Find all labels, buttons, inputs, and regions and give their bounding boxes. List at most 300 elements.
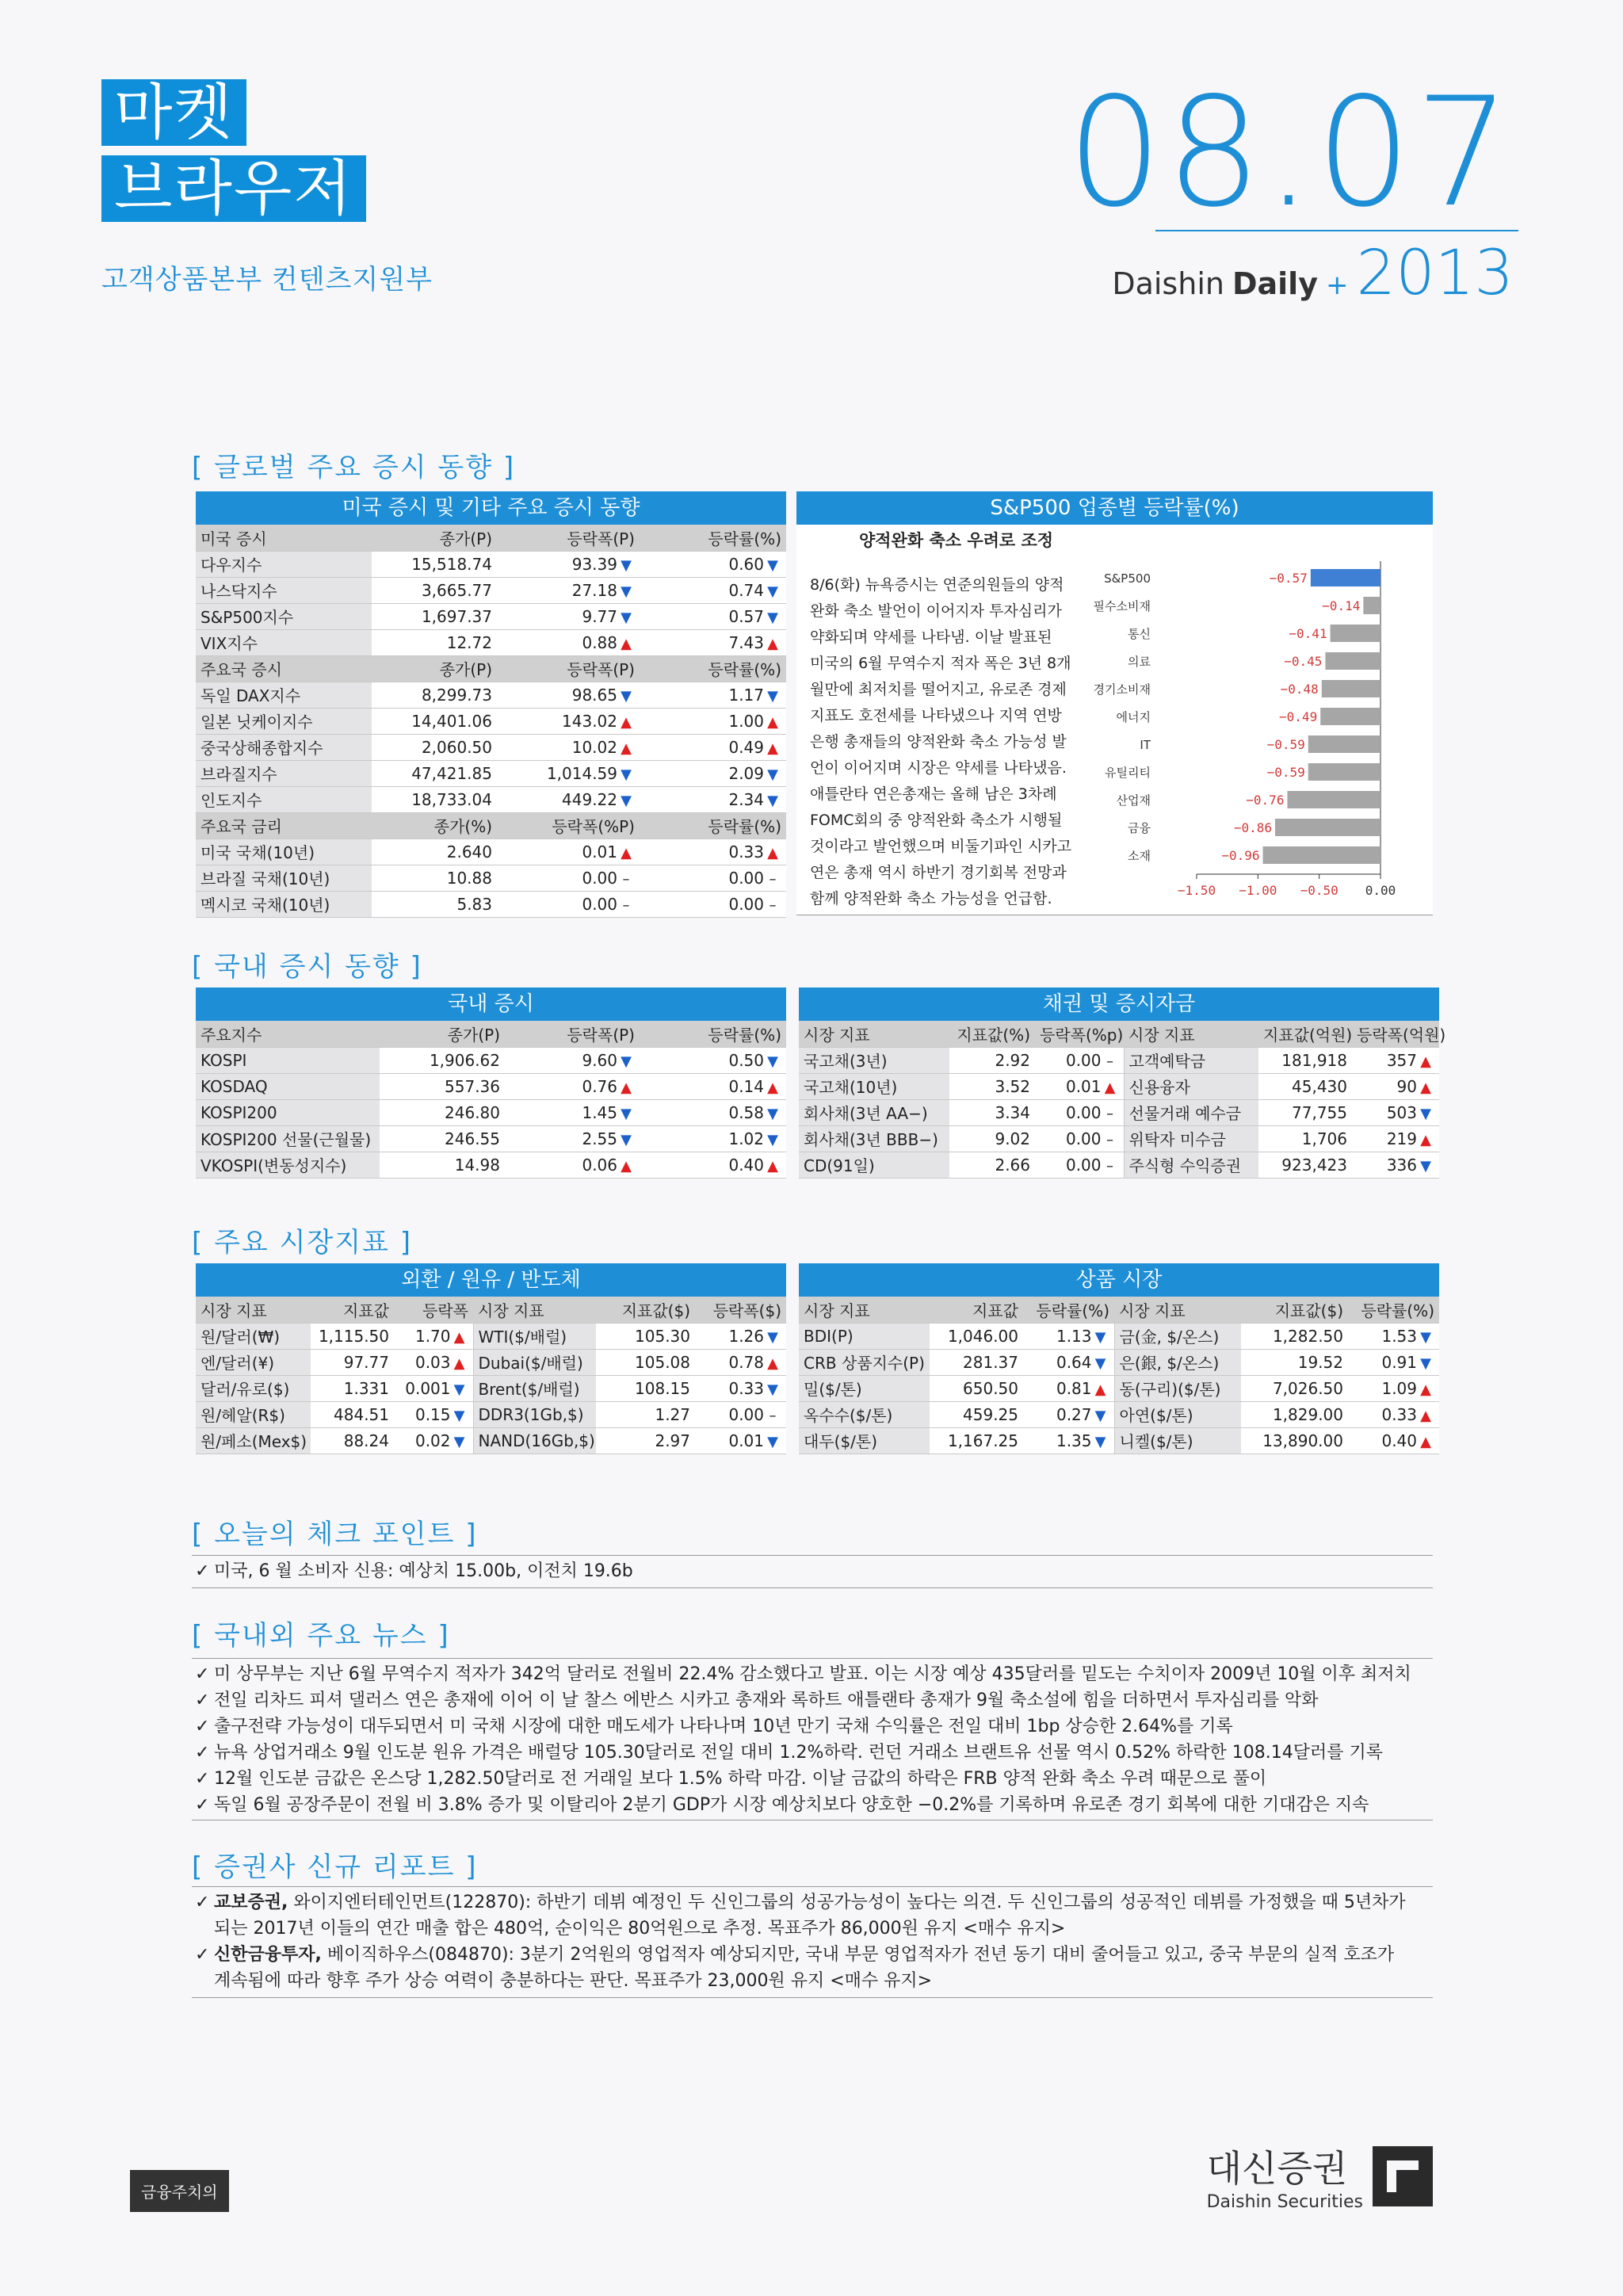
value-cell bbox=[640, 603, 786, 629]
commentary-line: FOMC회의 중 양적완화 축소가 시행될 bbox=[810, 812, 1063, 829]
row-label: 멕시코 국채(10년) bbox=[196, 891, 372, 917]
close-value: 3,665.77 bbox=[372, 577, 497, 603]
table-row bbox=[799, 1073, 1439, 1099]
report-text: 계속됨에 따라 향후 주가 상승 여력이 충분하다는 판단. 목표주가 23,000원 유지 <매수 유지> bbox=[214, 1971, 933, 1991]
down-arrow-icon: ▼ bbox=[1094, 1354, 1106, 1372]
category-label: 유틸리티 bbox=[1105, 766, 1151, 780]
indicator-value: 459.25 bbox=[930, 1401, 1023, 1427]
value-cell bbox=[497, 708, 640, 734]
row-label: 동(구리)($/톤) bbox=[1114, 1375, 1241, 1401]
indicator-value: 1,167.25 bbox=[930, 1427, 1023, 1454]
up-arrow-icon: ▲ bbox=[1104, 1079, 1116, 1096]
indicator-value: 88.24 bbox=[311, 1427, 394, 1454]
value-cell bbox=[1023, 1323, 1114, 1349]
down-arrow-icon: ▼ bbox=[1420, 1105, 1431, 1122]
value-text: 0.40 bbox=[1381, 1431, 1417, 1450]
list-item bbox=[192, 1740, 1433, 1766]
list-item bbox=[192, 1792, 1433, 1818]
list-item bbox=[192, 1558, 1433, 1584]
value-text: 0.00 bbox=[1065, 1155, 1102, 1175]
value-text: 0.00 bbox=[728, 894, 764, 914]
down-arrow-icon: ▼ bbox=[767, 1105, 778, 1122]
bar bbox=[1308, 735, 1381, 753]
column-header: 시장 지표 bbox=[799, 1297, 930, 1323]
table-header-row bbox=[196, 1021, 786, 1047]
value-text: 0.60 bbox=[728, 554, 764, 574]
market-commentary bbox=[810, 528, 1079, 912]
close-value: 1,697.37 bbox=[372, 603, 497, 629]
value-cell bbox=[1352, 1099, 1439, 1125]
value-cell bbox=[1023, 1427, 1114, 1454]
indicator-value: 2.92 bbox=[949, 1047, 1035, 1073]
up-arrow-icon: ▲ bbox=[453, 1328, 465, 1346]
up-arrow-icon: ▲ bbox=[767, 844, 778, 861]
value-cell bbox=[394, 1427, 473, 1454]
close-value: 557.36 bbox=[380, 1073, 505, 1099]
indicator-value: 923,423 bbox=[1258, 1152, 1352, 1178]
flat-dash-icon: – bbox=[769, 896, 777, 914]
bar bbox=[1263, 846, 1381, 864]
value-cell bbox=[640, 577, 786, 603]
table-row bbox=[799, 1427, 1439, 1454]
x-tick-label: −0.50 bbox=[1300, 883, 1338, 898]
table-row bbox=[799, 1323, 1439, 1349]
value-cell bbox=[394, 1375, 473, 1401]
value-cell bbox=[695, 1323, 786, 1349]
value-text: 0.00 bbox=[582, 868, 617, 888]
value-cell bbox=[1023, 1401, 1114, 1427]
up-arrow-icon: ▲ bbox=[1420, 1407, 1431, 1424]
value-text: 9.60 bbox=[582, 1050, 617, 1070]
indicator-value: 2.66 bbox=[949, 1152, 1035, 1178]
x-tick-label: 0.00 bbox=[1365, 883, 1396, 898]
flat-dash-icon: – bbox=[622, 870, 630, 888]
indicator-value: 105.30 bbox=[596, 1323, 695, 1349]
down-arrow-icon: ▼ bbox=[621, 583, 632, 600]
list-item-text: 전일 리차드 피셔 댈러스 연은 총재에 이어 이 날 찰스 에반스 시카고 총재와 록하트 애틀랜타 총재가 9월 축소설에 힘을 더하면서 투자심리를 악화 bbox=[214, 1690, 1319, 1710]
value-text: 1.70 bbox=[414, 1326, 451, 1346]
column-header: 주요국 증시 bbox=[196, 655, 372, 682]
bar bbox=[1275, 819, 1381, 836]
value-cell bbox=[497, 603, 640, 629]
table-row bbox=[196, 760, 786, 786]
table-header-row bbox=[196, 1297, 786, 1323]
global-market-table bbox=[196, 491, 786, 918]
table-row bbox=[196, 1099, 786, 1125]
down-arrow-icon: ▼ bbox=[621, 609, 632, 626]
value-cell bbox=[640, 760, 786, 786]
row-label: 옥수수($/톤) bbox=[799, 1401, 930, 1427]
close-value: 12.72 bbox=[372, 629, 497, 655]
value-text: 143.02 bbox=[562, 711, 617, 731]
value-cell bbox=[695, 1375, 786, 1401]
commentary-line: 8/6(화) 뉴욕증시는 연준의원들의 양적 bbox=[810, 576, 1064, 594]
value-cell bbox=[695, 1427, 786, 1454]
data-label: −0.14 bbox=[1322, 598, 1361, 613]
table-row bbox=[799, 1375, 1439, 1401]
row-label: 국고채(3년) bbox=[799, 1047, 949, 1073]
table-row bbox=[196, 1323, 786, 1349]
news-list bbox=[192, 1661, 1433, 1818]
indicator-value: 7,026.50 bbox=[1241, 1375, 1348, 1401]
value-cell bbox=[640, 1099, 786, 1125]
indicator-value: 281.37 bbox=[930, 1349, 1023, 1375]
value-text: 0.78 bbox=[728, 1352, 764, 1372]
table-caption: 미국 증시 및 기타 주요 증시 동향 bbox=[196, 491, 786, 525]
check-icon: ✓ bbox=[195, 1743, 210, 1763]
down-arrow-icon: ▼ bbox=[767, 1131, 778, 1148]
brand-name-kr: 대신증권 bbox=[1206, 2147, 1348, 2190]
value-cell bbox=[1348, 1349, 1439, 1375]
close-value: 1,906.62 bbox=[380, 1047, 505, 1073]
down-arrow-icon: ▼ bbox=[621, 766, 632, 783]
value-text: 0.03 bbox=[414, 1352, 451, 1372]
value-text: 98.65 bbox=[571, 685, 617, 705]
check-icon: ✓ bbox=[195, 1893, 210, 1912]
column-header: 등락폭 bbox=[394, 1297, 473, 1323]
title-word-1: 마켓 bbox=[101, 79, 246, 146]
table-row bbox=[196, 577, 786, 603]
value-cell bbox=[1348, 1401, 1439, 1427]
row-label: 인도지수 bbox=[196, 786, 372, 812]
value-text: 0.00 bbox=[728, 868, 764, 888]
value-cell bbox=[505, 1073, 640, 1099]
report-item-continued bbox=[192, 1968, 1433, 1994]
report-text: 베이직하우스(084870): 3분기 2억원의 영업적자 예상되지만, 국내 부문 영업적자가 전년 동기 대비 줄어들고 있고, 중국 부문의 실적 호조가 bbox=[321, 1945, 1395, 1965]
flat-dash-icon: – bbox=[1106, 1131, 1113, 1148]
check-icon: ✓ bbox=[195, 1945, 210, 1965]
close-value: 5.83 bbox=[372, 891, 497, 917]
indicator-value: 13,890.00 bbox=[1241, 1427, 1348, 1454]
up-arrow-icon: ▲ bbox=[1420, 1381, 1431, 1398]
row-label: KOSDAQ bbox=[196, 1073, 380, 1099]
row-label: 다우지수 bbox=[196, 551, 372, 577]
value-cell bbox=[640, 682, 786, 708]
column-header: 등락률(%) bbox=[640, 812, 786, 839]
down-arrow-icon: ▼ bbox=[767, 1328, 778, 1346]
value-cell bbox=[1352, 1047, 1439, 1073]
checkpoint-list bbox=[192, 1558, 1433, 1584]
indicator-value: 97.77 bbox=[311, 1349, 394, 1375]
value-text: 1,014.59 bbox=[546, 763, 617, 783]
section-title-reports: [ 증권사 신규 리포트 ] bbox=[192, 1851, 478, 1883]
up-arrow-icon: ▲ bbox=[1094, 1381, 1106, 1398]
data-label: −0.45 bbox=[1284, 654, 1323, 669]
value-text: 0.74 bbox=[728, 580, 764, 600]
data-label: −0.49 bbox=[1279, 709, 1318, 724]
check-icon: ✓ bbox=[195, 1717, 210, 1736]
check-icon: ✓ bbox=[195, 1769, 210, 1789]
table-row bbox=[799, 1125, 1439, 1152]
close-value: 47,421.85 bbox=[372, 760, 497, 786]
value-cell bbox=[497, 629, 640, 655]
indicator-value: 1,115.50 bbox=[311, 1323, 394, 1349]
value-text: 0.27 bbox=[1056, 1404, 1092, 1424]
category-label: 필수소비재 bbox=[1093, 599, 1151, 613]
down-arrow-icon: ▼ bbox=[767, 1433, 778, 1450]
column-header: 종가(P) bbox=[380, 1021, 505, 1047]
row-label: KOSPI bbox=[196, 1047, 380, 1073]
table-header-row bbox=[799, 1021, 1439, 1047]
divider bbox=[192, 1886, 1433, 1887]
row-label: CD(91일) bbox=[799, 1152, 949, 1178]
bar bbox=[1308, 763, 1381, 781]
table-row bbox=[196, 1152, 786, 1178]
report-list bbox=[192, 1889, 1433, 1994]
row-label: 원/헤알(R$) bbox=[196, 1401, 311, 1427]
down-arrow-icon: ▼ bbox=[621, 1052, 632, 1070]
indicator-value: 650.50 bbox=[930, 1375, 1023, 1401]
down-arrow-icon: ▼ bbox=[621, 1105, 632, 1122]
down-arrow-icon: ▼ bbox=[1094, 1328, 1106, 1346]
value-cell bbox=[1348, 1375, 1439, 1401]
value-cell bbox=[1352, 1073, 1439, 1099]
value-cell bbox=[497, 839, 640, 865]
table-row bbox=[799, 1152, 1439, 1178]
close-value: 18,733.04 bbox=[372, 786, 497, 812]
table-caption: 국내 증시 bbox=[196, 988, 786, 1021]
fx-oil-chip-table bbox=[196, 1263, 786, 1454]
commentary-line: 완화 축소 발언이 이어지자 투자심리가 bbox=[810, 602, 1062, 620]
value-cell bbox=[640, 1047, 786, 1073]
indicator-value: 105.08 bbox=[596, 1349, 695, 1375]
row-label: KOSPI200 bbox=[196, 1099, 380, 1125]
value-cell bbox=[394, 1349, 473, 1375]
up-arrow-icon: ▲ bbox=[1420, 1079, 1431, 1096]
footer-badge: 금융주치의 bbox=[130, 2170, 229, 2212]
value-cell bbox=[640, 1125, 786, 1152]
value-text: 1.00 bbox=[728, 711, 764, 731]
row-label: 일본 닛케이지수 bbox=[196, 708, 372, 734]
row-label: NAND(16Gb,$) bbox=[473, 1427, 596, 1454]
value-text: 2.34 bbox=[728, 789, 764, 809]
up-arrow-icon: ▲ bbox=[1420, 1052, 1431, 1070]
bar bbox=[1322, 680, 1381, 697]
table-row bbox=[196, 839, 786, 865]
table-row bbox=[196, 1073, 786, 1099]
value-text: 0.00 bbox=[1065, 1050, 1102, 1070]
column-header: 시장 지표 bbox=[473, 1297, 596, 1323]
down-arrow-icon: ▼ bbox=[621, 556, 632, 574]
commentary-line: 미국의 6월 무역수지 적자 폭은 3년 8개 bbox=[810, 655, 1071, 672]
x-tick-label: −1.50 bbox=[1177, 883, 1216, 898]
value-text: 0.001 bbox=[405, 1378, 451, 1398]
column-header: 지표값(억원) bbox=[1258, 1021, 1352, 1047]
value-cell bbox=[1035, 1099, 1124, 1125]
up-arrow-icon: ▲ bbox=[767, 1079, 778, 1096]
value-text: 357 bbox=[1386, 1050, 1417, 1070]
row-label: 미국 국채(10년) bbox=[196, 839, 372, 865]
row-label: 신용융자 bbox=[1124, 1073, 1258, 1099]
value-text: 0.50 bbox=[728, 1050, 764, 1070]
up-arrow-icon: ▲ bbox=[767, 1354, 778, 1372]
column-header: 시장 지표 bbox=[1114, 1297, 1241, 1323]
row-label: 밀($/톤) bbox=[799, 1375, 930, 1401]
value-text: 1.17 bbox=[728, 685, 764, 705]
data-label: −0.48 bbox=[1280, 682, 1319, 697]
bar bbox=[1287, 791, 1381, 808]
bar bbox=[1331, 625, 1381, 642]
table-row bbox=[799, 1047, 1439, 1073]
row-label: 주식형 수익증권 bbox=[1124, 1152, 1258, 1178]
section-title-global: [ 글로벌 주요 증시 동향 ] bbox=[192, 452, 516, 483]
table-row bbox=[196, 551, 786, 577]
up-arrow-icon: ▲ bbox=[621, 635, 632, 652]
close-value: 14,401.06 bbox=[372, 708, 497, 734]
list-item-text: 미 상무부는 지난 6월 무역수지 적자가 342억 달러로 전월비 22.4% 감소했다고 발표. 이는 시장 예상 435달러를 밑도는 수치이자 2009년 10월 이후 최저치 bbox=[214, 1664, 1411, 1684]
divider bbox=[192, 1658, 1433, 1659]
row-label: VIX지수 bbox=[196, 629, 372, 655]
down-arrow-icon: ▼ bbox=[767, 687, 778, 705]
value-text: 0.49 bbox=[728, 737, 764, 757]
up-arrow-icon: ▲ bbox=[621, 1079, 632, 1096]
value-text: 0.00 bbox=[1065, 1129, 1102, 1148]
x-tick-label: −1.00 bbox=[1239, 883, 1277, 898]
down-arrow-icon: ▼ bbox=[767, 1052, 778, 1070]
report-item bbox=[192, 1889, 1433, 1916]
value-text: 219 bbox=[1386, 1129, 1417, 1148]
row-label: 아연($/톤) bbox=[1114, 1401, 1241, 1427]
table-row bbox=[196, 1401, 786, 1427]
section-title-checkpoint: [ 오늘의 체크 포인트 ] bbox=[192, 1519, 478, 1550]
column-header: 시장 지표 bbox=[1124, 1021, 1258, 1047]
row-label: 은(銀, $/온스) bbox=[1114, 1349, 1241, 1375]
domestic-stock-table bbox=[196, 988, 786, 1179]
indicator-value: 77,755 bbox=[1258, 1099, 1352, 1125]
down-arrow-icon: ▼ bbox=[1094, 1407, 1106, 1424]
flat-dash-icon: – bbox=[1106, 1105, 1113, 1122]
value-cell bbox=[1348, 1427, 1439, 1454]
list-item-text: 12월 인도분 금값은 온스당 1,282.50달러로 전 거래일 보다 1.5% 하락 마감. 이날 금값의 하락은 FRB 양적 완화 축소 우려 때문으로 풀이 bbox=[214, 1769, 1267, 1789]
data-label: −0.57 bbox=[1269, 571, 1308, 586]
value-cell bbox=[640, 891, 786, 917]
column-header: 등락폭(%p) bbox=[1035, 1021, 1124, 1047]
down-arrow-icon: ▼ bbox=[767, 766, 778, 783]
daily-brand bbox=[1112, 238, 1514, 309]
value-text: 27.18 bbox=[571, 580, 617, 600]
close-value: 246.80 bbox=[380, 1099, 505, 1125]
column-header: 주요지수 bbox=[196, 1021, 380, 1047]
close-value: 246.55 bbox=[380, 1125, 505, 1152]
category-label: 산업재 bbox=[1116, 793, 1151, 808]
value-text: 0.00 bbox=[728, 1404, 764, 1424]
data-label: −0.96 bbox=[1221, 848, 1260, 863]
row-label: 브라질지수 bbox=[196, 760, 372, 786]
table-row bbox=[196, 734, 786, 760]
indicator-value: 484.51 bbox=[311, 1401, 394, 1427]
commentary-line: 연은 총재 역시 하반기 경기회복 전망과 bbox=[810, 864, 1067, 881]
value-text: 1.13 bbox=[1056, 1326, 1092, 1346]
value-cell bbox=[1035, 1073, 1124, 1099]
value-cell bbox=[505, 1125, 640, 1152]
down-arrow-icon: ▼ bbox=[621, 792, 632, 809]
row-label: 달러/유로($) bbox=[196, 1375, 311, 1401]
value-cell bbox=[640, 865, 786, 891]
bar bbox=[1363, 597, 1381, 614]
row-label: 국고채(10년) bbox=[799, 1073, 949, 1099]
column-header: 등락률(%) bbox=[1348, 1297, 1439, 1323]
category-label: 의료 bbox=[1128, 655, 1151, 669]
value-text: 336 bbox=[1386, 1155, 1417, 1175]
up-arrow-icon: ▲ bbox=[621, 739, 632, 757]
down-arrow-icon: ▼ bbox=[453, 1433, 465, 1450]
commentary-line: 함께 양적완화 축소 가능성을 언급함. bbox=[810, 890, 1052, 907]
down-arrow-icon: ▼ bbox=[1420, 1328, 1431, 1346]
value-cell bbox=[497, 551, 640, 577]
value-text: 1.35 bbox=[1056, 1431, 1092, 1450]
section-title-news: [ 국내외 주요 뉴스 ] bbox=[192, 1620, 450, 1652]
value-text: 93.39 bbox=[571, 554, 617, 574]
row-label: 대두($/톤) bbox=[799, 1427, 930, 1454]
table-row bbox=[196, 1427, 786, 1454]
value-cell bbox=[640, 1073, 786, 1099]
value-text: 0.01 bbox=[728, 1431, 764, 1450]
report-item-continued bbox=[192, 1916, 1433, 1942]
down-arrow-icon: ▼ bbox=[621, 687, 632, 705]
value-text: 7.43 bbox=[728, 632, 764, 652]
commentary-title: 양적완화 축소 우려로 조정 bbox=[859, 531, 1054, 550]
value-text: 0.00 bbox=[1065, 1102, 1102, 1122]
brand-year: 2013 bbox=[1356, 238, 1514, 309]
value-cell bbox=[497, 734, 640, 760]
close-value: 2,060.50 bbox=[372, 734, 497, 760]
list-item-text: 뉴욕 상업거래소 9월 인도분 원유 가격은 배럴당 105.30달러로 전일 대비 1.2%하락. 런던 거래소 브랜트유 선물 역시 0.52% 하락한 108.14달러를 기록 bbox=[214, 1743, 1383, 1763]
table-caption: 상품 시장 bbox=[799, 1263, 1439, 1297]
row-label: CRB 상품지수(P) bbox=[799, 1349, 930, 1375]
department-label: 고객상품본부 컨텐츠지원부 bbox=[101, 264, 433, 296]
data-label: −0.76 bbox=[1246, 793, 1285, 808]
column-header: 시장 지표 bbox=[196, 1297, 311, 1323]
up-arrow-icon: ▲ bbox=[767, 739, 778, 757]
row-label: S&P500지수 bbox=[196, 603, 372, 629]
up-arrow-icon: ▲ bbox=[1420, 1433, 1431, 1450]
daishin-logo bbox=[1207, 2140, 1433, 2212]
indicator-value: 1,282.50 bbox=[1241, 1323, 1348, 1349]
value-text: 449.22 bbox=[562, 789, 617, 809]
close-value: 8,299.73 bbox=[372, 682, 497, 708]
table-row bbox=[196, 708, 786, 734]
value-text: 0.57 bbox=[728, 606, 764, 626]
table-row bbox=[196, 629, 786, 655]
column-header: 등락폭(%P) bbox=[497, 812, 640, 839]
up-arrow-icon: ▲ bbox=[1420, 1131, 1431, 1148]
data-label: −0.59 bbox=[1266, 765, 1305, 780]
column-header: 등락률(%) bbox=[640, 655, 786, 682]
value-text: 503 bbox=[1386, 1102, 1417, 1122]
list-item bbox=[192, 1766, 1433, 1792]
row-label: BDI(P) bbox=[799, 1323, 930, 1349]
value-cell bbox=[1352, 1152, 1439, 1178]
divider bbox=[192, 1997, 1433, 1998]
bar bbox=[1311, 569, 1381, 586]
check-icon: ✓ bbox=[195, 1561, 210, 1581]
table-caption: 채권 및 증시자금 bbox=[799, 988, 1439, 1021]
up-arrow-icon: ▲ bbox=[621, 713, 632, 731]
down-arrow-icon: ▼ bbox=[767, 609, 778, 626]
value-cell bbox=[640, 1152, 786, 1178]
value-text: 0.40 bbox=[728, 1155, 764, 1175]
up-arrow-icon: ▲ bbox=[621, 1157, 632, 1175]
down-arrow-icon: ▼ bbox=[767, 583, 778, 600]
value-text: 1.26 bbox=[728, 1326, 764, 1346]
column-header: 등락폭(P) bbox=[497, 525, 640, 551]
down-arrow-icon: ▼ bbox=[767, 792, 778, 809]
commentary-line: 월만에 최저치를 떨어지고, 유로존 경제 bbox=[810, 681, 1067, 698]
table-row bbox=[196, 1375, 786, 1401]
section-title-domestic: [ 국내 증시 동향 ] bbox=[192, 951, 422, 983]
row-label: 독일 DAX지수 bbox=[196, 682, 372, 708]
table-caption: 외환 / 원유 / 반도체 bbox=[196, 1263, 786, 1297]
